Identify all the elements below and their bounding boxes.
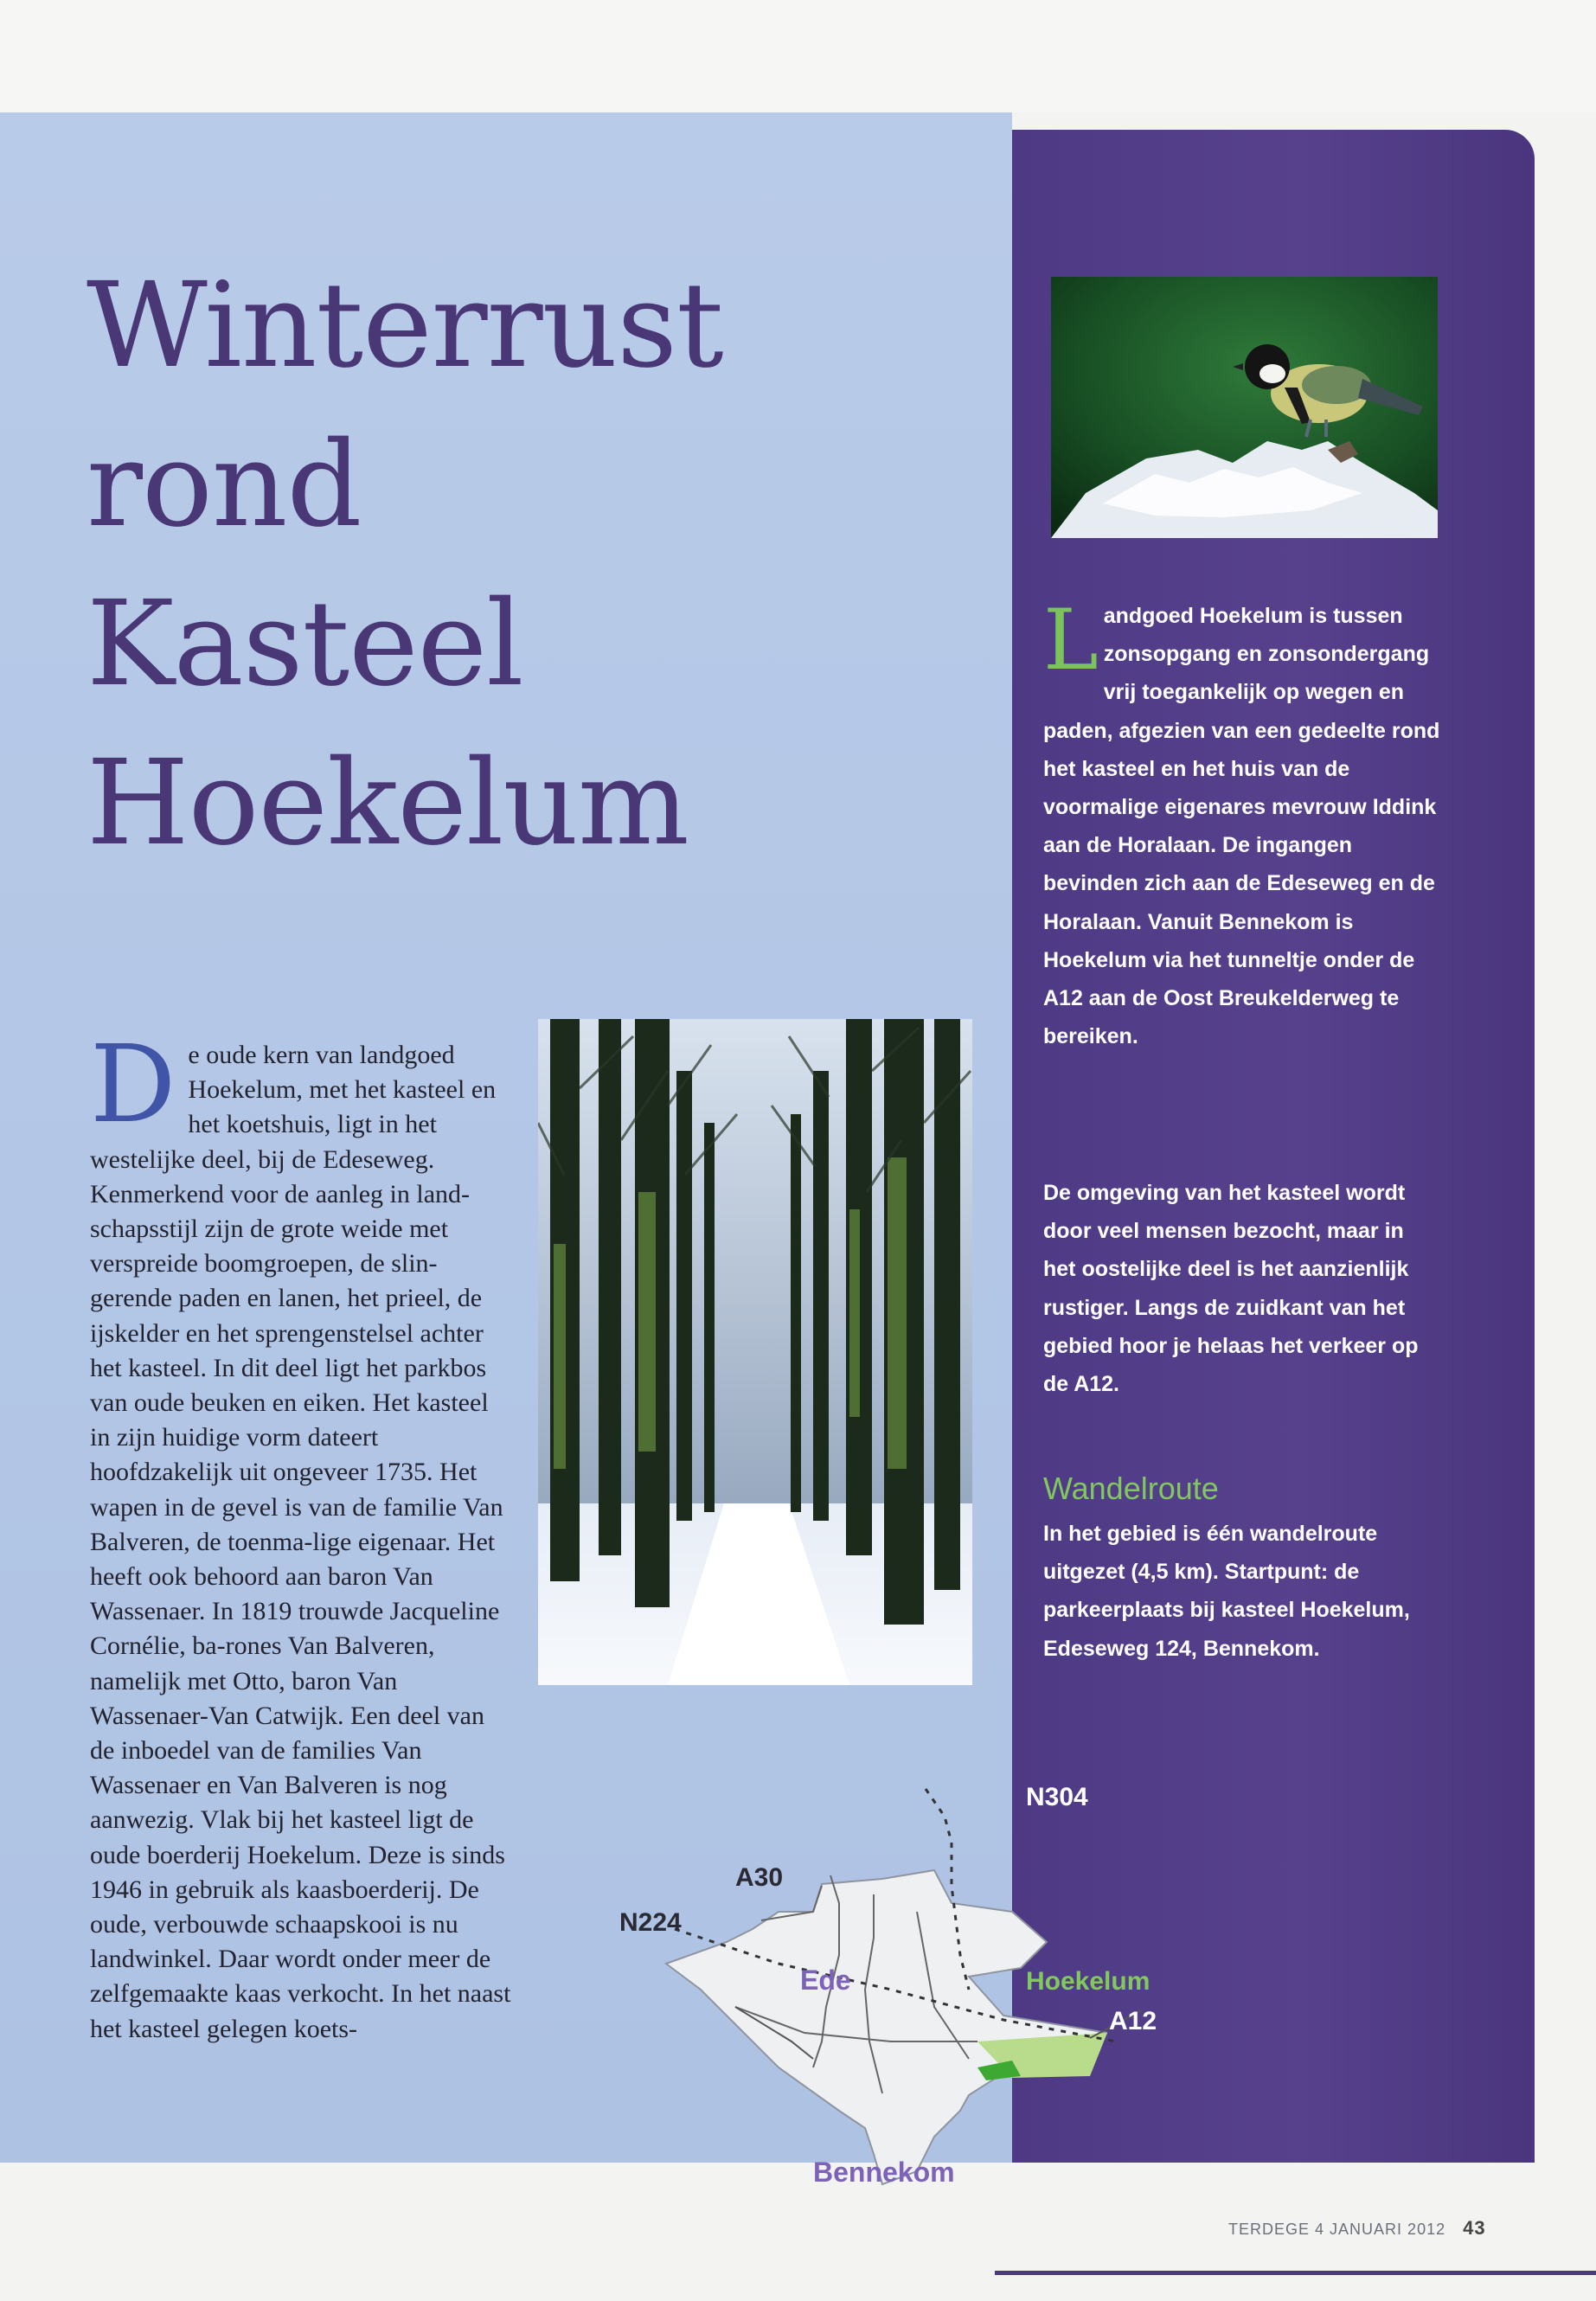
- wandelroute-heading: Wandelroute: [1043, 1471, 1219, 1506]
- footer-page-number: 43: [1463, 2217, 1486, 2239]
- sidebar-drop-cap: L: [1043, 592, 1099, 689]
- sidebar-paragraph-1-text: andgoed Hoekelum is tussen zonsopgang en zonsondergang vrij toegankelijk op wegen en paden, afgezien van een gedeelte rond het kasteel en het huis van de voormalige eigenares mevrouw Iddink aan de Horalaan. De ingangen bevinden zich aan de Edeseweg en de Horalaan. Vanuit Bennekom is Hoekelum via het tunneltje onder de A12 aan de Oost Breukelderweg te bereiken.: [1043, 604, 1440, 1049]
- footer-magazine: TERDEGE: [1228, 2221, 1311, 2238]
- map-label-a12: A12: [1109, 2007, 1157, 2035]
- great-tit-photo: [1051, 277, 1438, 538]
- page-top-margin: [0, 0, 1596, 112]
- map-label-bennekom: Bennekom: [813, 2157, 955, 2188]
- footer-rule: [995, 2271, 1596, 2275]
- area-map: [606, 1782, 1280, 2214]
- article-title: [87, 247, 986, 883]
- title-line-4: Hoekelum: [87, 735, 689, 872]
- footer-date: 4 JANUARI 2012: [1315, 2221, 1446, 2238]
- map-label-a30: A30: [735, 1863, 784, 1892]
- title-line-3: Kasteel: [87, 576, 523, 713]
- map-label-n304: N304: [1026, 1783, 1088, 1811]
- intro-paragraph: e oude kern van landgoed Hoekelum, met het kasteel en het koetshuis, ligt in het westelijke deel, bij de Edeseweg. Kenmerkend voor de aanleg in land-schapsstijl zijn de grote weide met verspreide boomgroepen, de slin-gerende paden en lanen, het prieel, de ijskelder en het sprengenstelsel achter het kasteel. In dit deel ligt het parkbos van oude beuken en eiken. Het kasteel in zijn huidige vorm dateert hoofdzakelijk uit ongeveer 1735. Het wapen in de gevel is van de familie Van Balveren, de toenma-lige eigenaar. Het heeft ook behoord aan baron Van Wassenaer. In 1819 trouwde Jacqueline Cornélie, ba-rones Van Balveren, namelijk met Otto, baron Van Wassenaer-Van Catwijk. Een deel van de inboedel van de families Van Wassenaer en Van Balveren is nog aanwezig. Vlak bij het kasteel ligt de oude boerderij Hoekelum. Deze is sinds 1946 in gebruik als kaasboerderij. De oude, verbouwde schaapskooi is nu landwinkel. Daar wordt onder meer de zelfgemaakte kaas verkocht. In het naast het kasteel gelegen koets-: [90, 1041, 511, 2043]
- sidebar-paragraph-3: In het gebied is één wandelroute uitgezet (4,5 km). Startpunt: de parkeerplaats bij kasteel Hoekelum, Edeseweg 124, Bennekom.: [1043, 1522, 1410, 1661]
- snowy-forest-lane-photo: [538, 1019, 972, 1685]
- sidebar-paragraph-2: De omgeving van het kasteel wordt door veel mensen bezocht, maar in het oostelijke deel is het aanzienlijk rustiger. Langs de zuidkant van het gebied hoor je helaas het verkeer op de A12.: [1043, 1181, 1419, 1397]
- intro-article-text: [90, 1022, 514, 2047]
- title-line-2: rond: [87, 417, 362, 554]
- sidebar-paragraph-1: [1043, 592, 1441, 1055]
- map-label-ede: Ede: [800, 1965, 851, 1996]
- map-label-hoekelum: Hoekelum: [1026, 1967, 1151, 1996]
- page-footer: [1228, 2217, 1522, 2240]
- title-line-1: Winterrust: [87, 258, 723, 394]
- intro-drop-cap: D: [90, 1022, 176, 1147]
- map-label-n224: N224: [619, 1908, 682, 1937]
